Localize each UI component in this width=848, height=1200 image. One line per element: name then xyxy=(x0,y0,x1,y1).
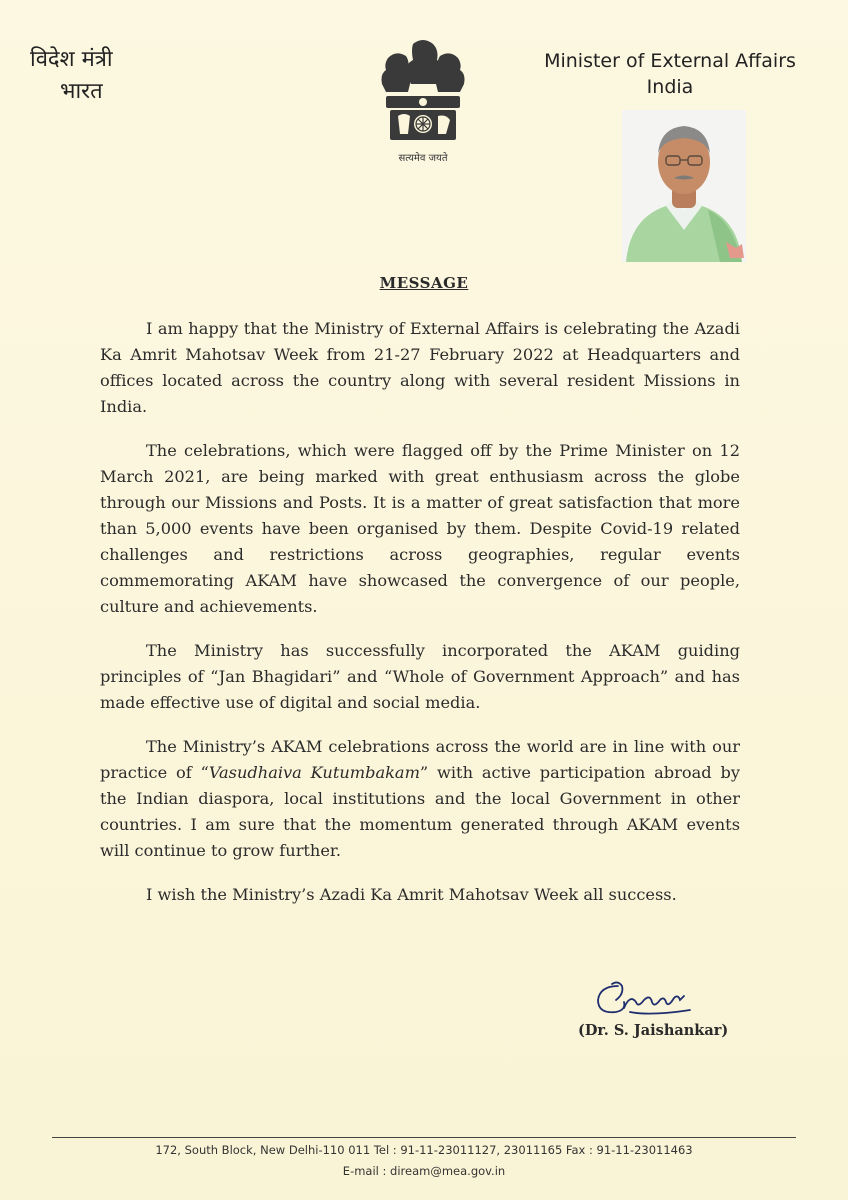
portrait-photo xyxy=(622,110,746,262)
footer-address: 172, South Block, New Delhi-110 011 Tel : 91-11-23011127, 23011165 Fax : 91-11-23011463 xyxy=(155,1143,693,1157)
hindi-title xyxy=(30,44,180,108)
paragraph-4-start: The Ministry’s AKAM celebrations across the world are in line with our practice of “ xyxy=(100,737,740,782)
english-title xyxy=(520,48,820,100)
minister-portrait xyxy=(622,110,746,262)
paragraph-5: I wish the Ministry’s Azadi Ka Amrit Mahotsav Week all success. xyxy=(146,885,677,904)
paragraph-4-end: ” with active participation abroad by the Indian diaspora, local institutions and the local Government in other countries. I am sure that the momentum generated through AKAM events will continue to grow further. xyxy=(100,763,740,860)
lion-capital-icon xyxy=(358,36,488,148)
footer-divider xyxy=(52,1137,796,1138)
paragraph-3: The Ministry has successfully incorporated the AKAM guiding principles of “Jan Bhagidari” and “Whole of Government Approach” and has made effective use of digital and social media. xyxy=(100,641,740,712)
english-title-line2: India xyxy=(646,76,694,98)
paragraph-1: I am happy that the Ministry of External Affairs is celebrating the Azadi Ka Amrit Mahotsav Week from 21-27 February 2022 at Headquarters and offices located across the country along with several resident Missions in India. xyxy=(100,319,740,416)
paragraph-4 xyxy=(100,734,740,864)
paragraph-4-italic: Vasudhaiva Kutumbakam xyxy=(208,763,420,782)
national-emblem xyxy=(358,36,488,176)
hindi-title-line1: विदेश मंत्री xyxy=(30,47,113,72)
message-body xyxy=(100,316,740,926)
footer-email: E-mail : diream@mea.gov.in xyxy=(342,1164,506,1178)
signatory-name: (Dr. S. Jaishankar) xyxy=(578,1022,729,1039)
paragraph-2: The celebrations, which were flagged off by the Prime Minister on 12 March 2021, are being marked with great enthusiasm across the globe through our Missions and Posts. It is a matter of great satisfaction that more than 5,000 events have been organised by them. Despite Covid-19 related challenges and restrictions across geographies, regular events commemorating AKAM have showcased the convergence of our people, culture and achievements. xyxy=(100,441,740,616)
hindi-title-line2: भारत xyxy=(60,79,103,104)
message-heading: MESSAGE xyxy=(379,274,469,292)
handwritten-signature xyxy=(590,978,740,1028)
signature-mark xyxy=(590,978,740,1028)
english-title-line1: Minister of External Affairs xyxy=(544,50,796,72)
emblem-motto: सत्यमेव जयते xyxy=(398,153,448,164)
